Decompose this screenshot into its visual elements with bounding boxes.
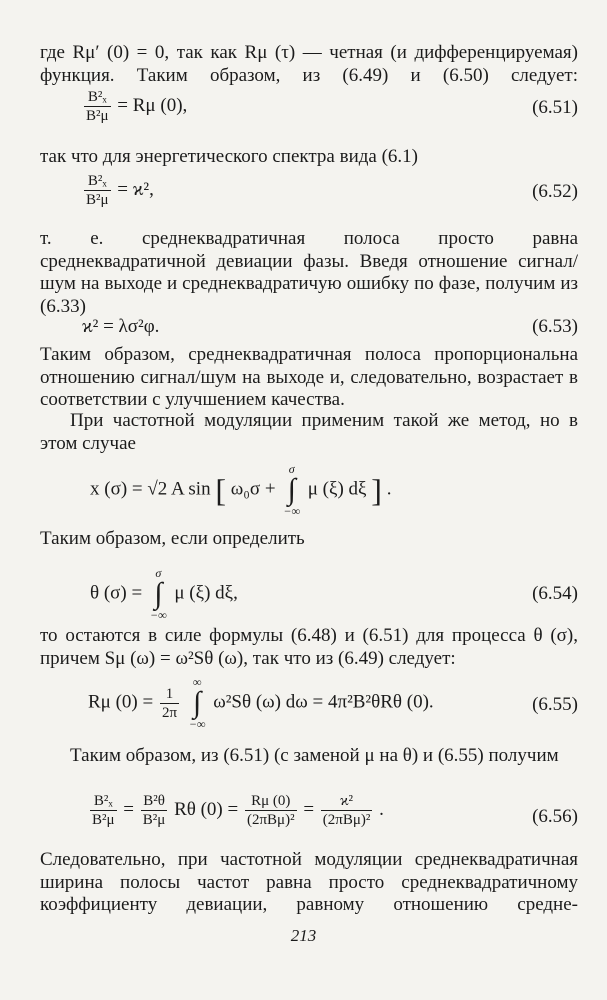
paragraph-6: Таким образом, если определить [40, 528, 305, 549]
paragraph-4: Таким образом, среднеквадратичная полоса пропорциональна отношению сигнал/шум на выходе и, следовательно, возрастает в соответствии с улучшением качества. [40, 344, 578, 410]
equation-number: (6.51) [532, 97, 578, 118]
paragraph-7: то остаются в силе формулы (6.48) и (6.51) для процесса θ (σ), причем Sμ (ω) = ω²Sθ (ω), так что из (6.49) следует: [40, 625, 578, 669]
paragraph-1: где Rμ′ (0) = 0, так как Rμ (τ) — четная (и дифференцируемая) функция. Таким образом, из (6.49) и (6.50) следует: [40, 42, 578, 86]
equation-6-56: $\frac{\text{B²ₓ}}{\text{B²μ}}$ = $\frac{\text{B²θ}}{\text{B²μ}}$ Rθ (0) = $\frac{R\mu (0)}{\text{(2πBμ)²}}$ = $\frac{\text{ϰ²}}{\text{(2πBμ)²}}$ . [92, 793, 384, 828]
equation-number: (6.55) [532, 694, 578, 715]
integral-sign: σ ∫ −∞ [149, 566, 167, 622]
page-number: 213 [290, 926, 317, 945]
equation-6-52: $\frac{\text{B²ₓ}}{\text{B²μ}}$ = ϰ², [86, 173, 154, 208]
paragraph-8: Таким образом, из (6.51) (с заменой μ на θ) и (6.55) получим [70, 745, 559, 766]
equation-6-55: Rμ (0) = $\frac{1}{2\pi}$ ∞ ∫ −∞ ω²Sθ (ω) dω = 4π²B²θRθ (0). [88, 675, 434, 731]
equation-number: (6.54) [532, 583, 578, 604]
paragraph-5: При частотной модуляции применим такой же метод, но в этом случае [40, 410, 578, 454]
equation-6-54: θ (σ) = σ ∫ −∞ μ (ξ) dξ, [90, 566, 238, 622]
paragraph-9: Следовательно, при частотной модуляции среднеквадратичная ширина полосы частот равна просто среднеквадратичному коэффициенту девиации, равному отношению средне- [40, 849, 578, 915]
fraction: $\frac{\text{B²ₓ}}{\text{B²μ}}$ [86, 173, 109, 208]
paragraph-2: так что для энергетического спектра вида (6.1) [40, 146, 419, 167]
equation-number: (6.53) [532, 316, 578, 337]
fraction: $\frac{\text{B²ₓ}}{\text{B²μ}}$ [86, 89, 109, 124]
equation-number: (6.56) [532, 806, 578, 827]
equation-6-51: $\frac{\text{B²ₓ}}{\text{B²μ}}$ = Rμ (0), [86, 89, 188, 124]
paragraph-3: т. е. среднеквадратичная полоса просто равна среднеквадратичной девиации фазы. Введя отношение сигнал/шум на выходе и среднеквадратичую ошибку по фазе, получим из (6.33) [40, 228, 578, 317]
integral-sign: σ ∫ −∞ [283, 462, 300, 518]
equation-number: (6.52) [532, 181, 578, 202]
equation-6-53: ϰ² = λσ²φ. [82, 316, 160, 337]
integral-sign: ∞ ∫ −∞ [188, 675, 206, 731]
equation-x-sigma: x (σ) = √2 A sin [ ω₀σ + σ ∫ −∞ μ (ξ) dξ ] . [90, 462, 392, 518]
fraction: $\frac{1}{2\pi}$ [161, 685, 178, 721]
